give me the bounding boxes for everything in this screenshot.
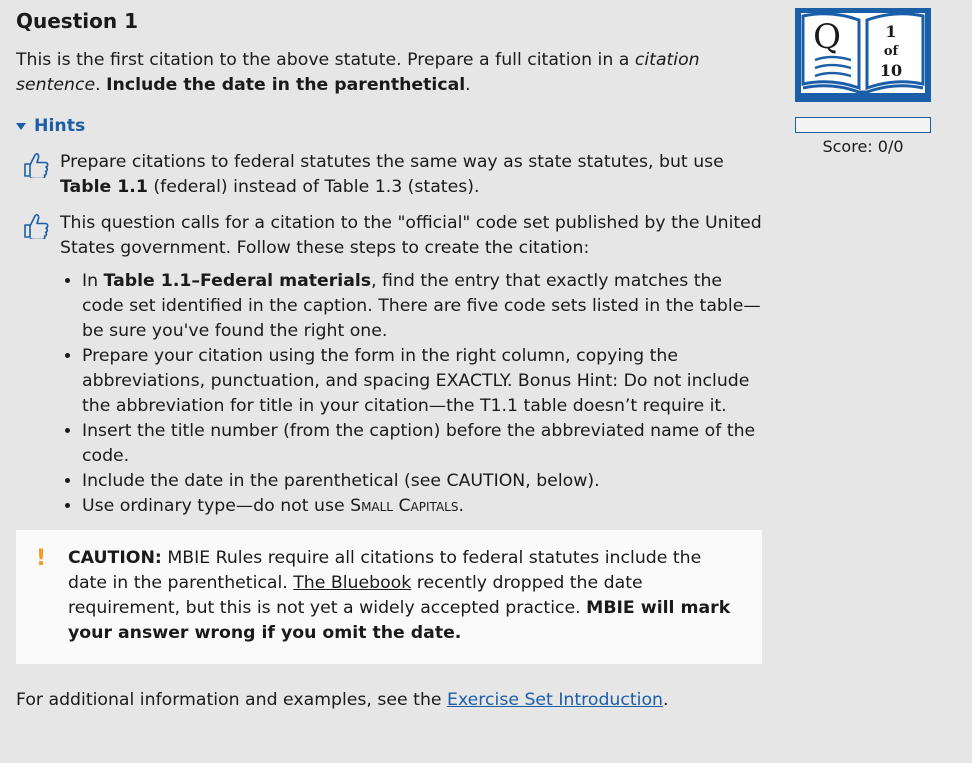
score-label: Score: 0/0 — [822, 137, 904, 156]
hints-toggle[interactable] — [16, 116, 766, 136]
caution-text: CAUTION: MBIE Rules require all citations to federal statutes include the date in the parenthetical. The Bluebook recently dropped the date requirement, but this is not yet a widely accepted practice. MBIE will mark your answer wrong if you omit the date. — [68, 548, 731, 643]
hint-item — [16, 150, 766, 200]
caret-down-icon — [16, 123, 26, 130]
badge-letter: Q — [813, 17, 841, 57]
question-intro: This is the first citation to the above statute. Prepare a full citation in a citation sentence. Include the date in the parenthetical. — [16, 50, 700, 95]
hints-label: Hints — [34, 116, 86, 136]
question-panel — [16, 8, 766, 713]
score-progress-bar — [795, 117, 931, 133]
list-item: • Prepare your citation using the form in the right column, copying the abbreviations, punctuation, and spacing EXACTLY. Bonus Hint: Do not include the abbreviation for title in your citation—the T1.1 table doesn’t require it. — [82, 344, 766, 419]
list-item: • In Table 1.1–Federal materials, find the entry that exactly matches the code set identified in the caption. There are five code sets listed in the table—be sure you've found the right one. — [82, 269, 766, 344]
hint-item — [16, 211, 766, 519]
question-counter-panel — [795, 8, 931, 156]
badge-current: 1 — [885, 22, 897, 41]
badge-of: of — [883, 44, 899, 59]
caution-box — [16, 530, 762, 664]
list-item: • Include the date in the parenthetical (see CAUTION, below). — [82, 469, 766, 494]
hint-text: This question calls for a citation to the "official" code set published by the United States government. Follow these steps to create the citation: • In Table 1.1–Federal materials, find the entry that exactly matches the code set identified in the caption. There are five code sets listed in the table—be sure you've found the right one. • Prepare your citation using the form in the right column, copying the abbreviations, punctuation, and spacing EXACTLY. Bonus Hint: Do not include the abbreviation for title in your citation—the T1.1 table doesn’t require it. • Insert the title number (from the caption) before the abbreviated name of the code. • Include the date in the parenthetical (see CAUTION, below). • Use ordinary type—do not use Small Capitals. — [60, 211, 766, 519]
list-item: • Insert the title number (from the caption) before the abbreviated name of the code. — [82, 419, 766, 469]
thumbs-up-icon — [22, 213, 52, 239]
exercise-set-introduction-link[interactable]: Exercise Set Introduction — [447, 690, 663, 710]
steps-list — [60, 269, 766, 519]
thumbs-up-icon — [22, 152, 52, 178]
badge-total: 10 — [879, 61, 903, 80]
footer-note: For additional information and examples, see the Exercise Set Introduction. — [16, 690, 669, 710]
hint-text: Prepare citations to federal statutes the same way as state statutes, but use Table 1.1 (federal) instead of Table 1.3 (states). — [60, 152, 724, 197]
list-item: • Use ordinary type—do not use Small Capitals. — [82, 494, 766, 519]
question-title: Question 1 — [16, 9, 138, 33]
question-book-badge — [795, 8, 931, 104]
exclamation-icon: ! — [36, 546, 47, 571]
